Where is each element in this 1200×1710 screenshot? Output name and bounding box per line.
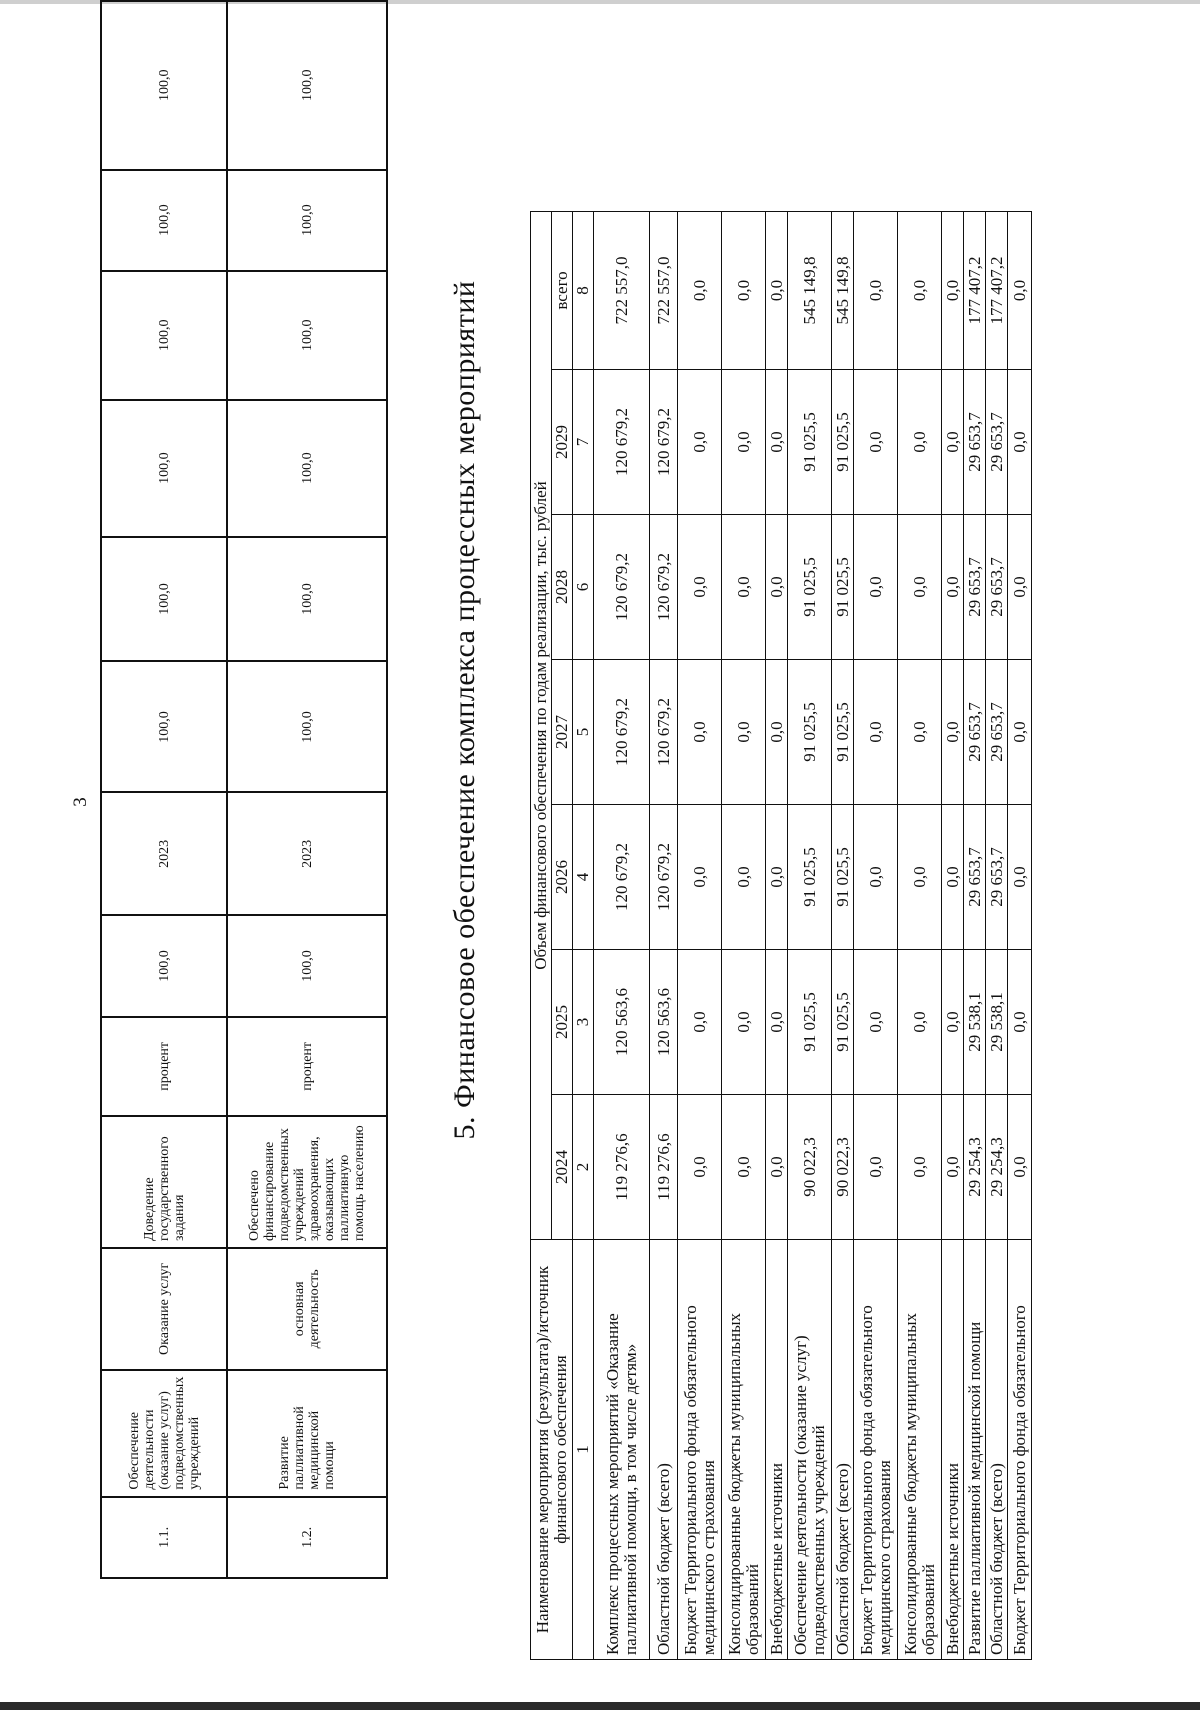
finance-row-value: 29 653,7 (986, 805, 1008, 950)
finance-row-value: 0,0 (854, 950, 898, 1095)
finance-row-value: 29 538,1 (964, 950, 986, 1095)
finance-row-value: 91 025,5 (832, 660, 854, 805)
row-unit: процент (101, 1017, 227, 1117)
page-number: 3 (70, 797, 91, 807)
finance-row-value: 29 653,7 (964, 370, 986, 515)
row-value: 100,0 (227, 537, 387, 662)
row-number: 1.2. (227, 1497, 387, 1578)
finance-row-name: Областной бюджет (всего) (650, 1240, 678, 1660)
finance-row-name: Внебюджетные источники (766, 1240, 788, 1660)
row-value: 100,0 (101, 537, 227, 662)
finance-row-value: 29 254,3 (986, 1095, 1008, 1240)
finance-head-name: Наименование мероприятия (результата)/источник финансового обеспечения (531, 1240, 573, 1660)
finance-row (678, 212, 722, 1660)
finance-row-total: 545 149,8 (832, 212, 854, 370)
year-header: 2028 (552, 515, 573, 660)
col-number: 2 (573, 1095, 594, 1240)
col-number: 5 (573, 660, 594, 805)
year-header: 2026 (552, 805, 573, 950)
finance-row-value: 0,0 (942, 950, 964, 1095)
finance-row-value: 29 254,3 (964, 1095, 986, 1240)
finance-row-value: 0,0 (898, 950, 942, 1095)
finance-row (832, 212, 854, 1660)
row-desc: Доведение государственного задания (101, 1116, 227, 1248)
finance-row-value: 0,0 (678, 515, 722, 660)
finance-row (986, 212, 1008, 1660)
col-number: 3 (573, 950, 594, 1095)
finance-row-name: Развитие паллиативной медицинской помощи (964, 1240, 986, 1660)
finance-row-value: 91 025,5 (788, 370, 832, 515)
row-value: 100,0 (227, 661, 387, 792)
row-value: 100,0 (227, 271, 387, 400)
finance-row-value: 29 653,7 (964, 515, 986, 660)
row-value: 100,0 (101, 271, 227, 400)
row-base-year: 2023 (227, 792, 387, 915)
row-name: Обеспечение деятельности (оказание услуг) подведомственных учреждений (101, 1370, 227, 1497)
finance-row-value: 0,0 (854, 660, 898, 805)
finance-row-value: 0,0 (766, 660, 788, 805)
finance-row-value: 0,0 (722, 805, 766, 950)
row-value: 100,0 (101, 661, 227, 792)
finance-row-value: 29 538,1 (986, 950, 1008, 1095)
finance-row-total: 0,0 (1008, 212, 1032, 370)
finance-row-value: 91 025,5 (832, 515, 854, 660)
finance-row-value: 0,0 (1008, 515, 1032, 660)
results-row (101, 1, 227, 1578)
finance-row-value: 91 025,5 (788, 805, 832, 950)
finance-row-total: 177 407,2 (986, 212, 1008, 370)
finance-row-value: 0,0 (898, 805, 942, 950)
finance-row-total: 0,0 (898, 212, 942, 370)
finance-row-value: 91 025,5 (832, 805, 854, 950)
finance-row-name: Областной бюджет (всего) (986, 1240, 1008, 1660)
finance-row-value: 29 653,7 (986, 660, 1008, 805)
row-value: 100,0 (101, 1, 227, 170)
finance-row-value: 0,0 (766, 1095, 788, 1240)
finance-row-value: 0,0 (854, 805, 898, 950)
row-base-year: 2023 (101, 792, 227, 915)
finance-head-group: Объем финансового обеспечения по годам реализации, тыс. рублей (531, 212, 552, 1240)
finance-body (594, 212, 1032, 1660)
col-number: 7 (573, 370, 594, 515)
row-value: 100,0 (101, 170, 227, 271)
finance-row-value: 29 653,7 (964, 805, 986, 950)
finance-row-value: 0,0 (1008, 660, 1032, 805)
finance-row-value: 0,0 (1008, 805, 1032, 950)
finance-row-value: 0,0 (678, 370, 722, 515)
finance-row-value: 0,0 (854, 515, 898, 660)
results-table (100, 0, 388, 1579)
row-unit: процент (227, 1017, 387, 1117)
finance-row (1008, 212, 1032, 1660)
finance-row-value: 119 276,6 (594, 1095, 650, 1240)
finance-row-value: 0,0 (942, 515, 964, 660)
finance-row-name: Областной бюджет (всего) (832, 1240, 854, 1660)
row-base-value: 100,0 (101, 915, 227, 1016)
finance-row-value: 0,0 (766, 805, 788, 950)
finance-row-value: 120 679,2 (650, 660, 678, 805)
finance-row-value: 0,0 (942, 660, 964, 805)
row-type: основная деятельность (227, 1248, 387, 1370)
finance-row-value: 29 653,7 (986, 515, 1008, 660)
finance-row-value: 91 025,5 (788, 660, 832, 805)
finance-row-value: 120 679,2 (650, 515, 678, 660)
finance-row-value: 0,0 (766, 370, 788, 515)
row-type: Оказание услуг (101, 1248, 227, 1370)
finance-row-name: Бюджет Территориального фонда обязательного медицинского страхования (854, 1240, 898, 1660)
finance-row-value: 0,0 (766, 950, 788, 1095)
finance-row-value: 91 025,5 (832, 370, 854, 515)
finance-row-total: 545 149,8 (788, 212, 832, 370)
finance-row-name: Бюджет Территориального фонда обязательного (1008, 1240, 1032, 1660)
finance-row-value: 0,0 (678, 805, 722, 950)
finance-row-value: 90 022,3 (832, 1095, 854, 1240)
finance-row-value: 120 679,2 (650, 370, 678, 515)
finance-row-value: 91 025,5 (832, 950, 854, 1095)
finance-row-total: 0,0 (854, 212, 898, 370)
finance-row (722, 212, 766, 1660)
finance-row-total: 722 557,0 (650, 212, 678, 370)
row-value: 100,0 (227, 1, 387, 170)
finance-row-total: 177 407,2 (964, 212, 986, 370)
col-number: 4 (573, 805, 594, 950)
finance-row (942, 212, 964, 1660)
finance-head-row (531, 212, 552, 1660)
finance-row-value: 0,0 (766, 515, 788, 660)
finance-row-name: Консолидированные бюджеты муниципальных образований (722, 1240, 766, 1660)
finance-row-total: 0,0 (722, 212, 766, 370)
year-header: 2024 (552, 1095, 573, 1240)
finance-row (594, 212, 650, 1660)
finance-row (898, 212, 942, 1660)
finance-row-value: 0,0 (942, 805, 964, 950)
finance-row-total: 0,0 (678, 212, 722, 370)
finance-colnum-row (573, 212, 594, 1660)
finance-row-value: 0,0 (678, 660, 722, 805)
finance-row-name: Консолидированные бюджеты муниципальных образований (898, 1240, 942, 1660)
year-header: 2025 (552, 950, 573, 1095)
finance-row-value: 91 025,5 (788, 515, 832, 660)
finance-row-value: 120 563,6 (594, 950, 650, 1095)
finance-row-value: 0,0 (678, 1095, 722, 1240)
col-number: 8 (573, 212, 594, 370)
finance-row-value: 0,0 (898, 370, 942, 515)
finance-row-name: Комплекс процессных мероприятий «Оказание паллиативной помощи, в том числе детям» (594, 1240, 650, 1660)
row-number: 1.1. (101, 1497, 227, 1578)
col-number: 6 (573, 515, 594, 660)
year-header: 2029 (552, 370, 573, 515)
finance-row-value: 0,0 (942, 1095, 964, 1240)
finance-row-value: 29 653,7 (986, 370, 1008, 515)
finance-row-value: 0,0 (1008, 950, 1032, 1095)
col-number: 1 (573, 1240, 594, 1660)
finance-row-value: 0,0 (722, 370, 766, 515)
finance-row-value: 120 679,2 (594, 805, 650, 950)
row-desc: Обеспечено финансирование подведомственных учреждений здравоохранения, оказывающих паллиативную помощь населению (227, 1116, 387, 1248)
finance-row-value: 120 679,2 (650, 805, 678, 950)
year-header: 2027 (552, 660, 573, 805)
section-title: 5. Финансовое обеспечение комплекса процессных мероприятий (448, 280, 481, 1140)
finance-row-value: 0,0 (722, 950, 766, 1095)
finance-row-value: 0,0 (942, 370, 964, 515)
finance-row-name: Обеспечение деятельности (оказание услуг) подведомственных учреждений (788, 1240, 832, 1660)
finance-row-total: 0,0 (766, 212, 788, 370)
finance-row (854, 212, 898, 1660)
finance-row-value: 120 563,6 (650, 950, 678, 1095)
finance-row-value: 0,0 (854, 1095, 898, 1240)
finance-row-name: Бюджет Территориального фонда обязательного медицинского страхования (678, 1240, 722, 1660)
finance-row-value: 0,0 (1008, 1095, 1032, 1240)
finance-row-value: 0,0 (678, 950, 722, 1095)
finance-row-total: 722 557,0 (594, 212, 650, 370)
finance-row-value: 29 653,7 (964, 660, 986, 805)
finance-row (766, 212, 788, 1660)
finance-row-value: 0,0 (898, 1095, 942, 1240)
finance-row (788, 212, 832, 1660)
finance-row-value: 120 679,2 (594, 515, 650, 660)
row-value: 100,0 (101, 400, 227, 537)
finance-row-value: 0,0 (722, 1095, 766, 1240)
row-value: 100,0 (227, 170, 387, 271)
row-base-value: 100,0 (227, 915, 387, 1016)
results-row (227, 1, 387, 1578)
finance-row-value: 0,0 (722, 515, 766, 660)
finance-row-value: 91 025,5 (788, 950, 832, 1095)
finance-row-value: 120 679,2 (594, 660, 650, 805)
finance-row (650, 212, 678, 1660)
finance-row-value: 0,0 (854, 370, 898, 515)
finance-row-value: 0,0 (722, 660, 766, 805)
finance-row-value: 90 022,3 (788, 1095, 832, 1240)
finance-row-name: Внебюджетные источники (942, 1240, 964, 1660)
finance-row-value: 120 679,2 (594, 370, 650, 515)
finance-row-value: 0,0 (1008, 370, 1032, 515)
row-value: 100,0 (227, 400, 387, 537)
finance-table (530, 211, 1032, 1660)
row-name: Развитие паллиативной медицинской помощи (227, 1370, 387, 1497)
total-header: всего (552, 212, 573, 370)
finance-row-value: 0,0 (898, 660, 942, 805)
finance-row-total: 0,0 (942, 212, 964, 370)
finance-row-value: 0,0 (898, 515, 942, 660)
finance-row-value: 119 276,6 (650, 1095, 678, 1240)
finance-row (964, 212, 986, 1660)
